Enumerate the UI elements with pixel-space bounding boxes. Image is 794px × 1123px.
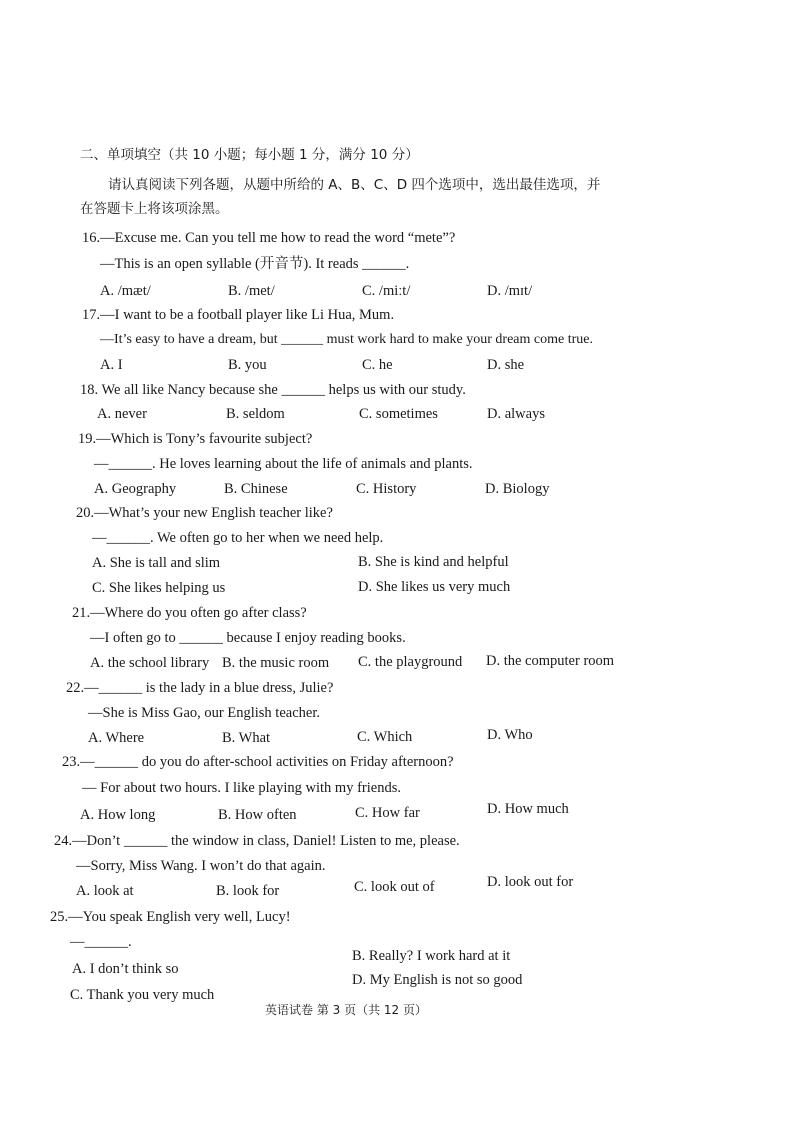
question-17-option-b[interactable]: B. you — [228, 357, 267, 373]
question-18-option-d[interactable]: D. always — [487, 406, 545, 422]
question-25-stem: 25.—You speak English very well, Lucy! — [50, 909, 291, 925]
question-25-option-d[interactable]: D. My English is not so good — [352, 972, 523, 988]
question-24-reply: —Sorry, Miss Wang. I won’t do that again. — [76, 858, 326, 874]
question-21-option-a[interactable]: A. the school library — [90, 655, 210, 671]
question-16-option-b[interactable]: B. /met/ — [228, 283, 275, 299]
question-19-option-a[interactable]: A. Geography — [94, 481, 177, 497]
question-16-reply: —This is an open syllable (开音节). It reads ______. — [100, 256, 410, 272]
question-21-option-c[interactable]: C. the playground — [358, 654, 463, 670]
question-21-reply: —I often go to ______ because I enjoy reading books. — [90, 630, 406, 646]
question-19-option-d[interactable]: D. Biology — [485, 481, 550, 497]
question-24-option-d[interactable]: D. look out for — [487, 874, 574, 890]
page-footer: 英语试卷 第 3 页（共 12 页） — [265, 1003, 427, 1017]
question-20-stem: 20.—What’s your new English teacher like? — [76, 505, 333, 521]
question-23-option-a[interactable]: A. How long — [80, 807, 156, 823]
question-17-option-d[interactable]: D. she — [487, 357, 525, 373]
question-17-option-a[interactable]: A. I — [100, 357, 123, 373]
question-24-stem: 24.—Don’t ______ the window in class, Daniel! Listen to me, please. — [54, 833, 460, 849]
question-20-reply: —______. We often go to her when we need help. — [92, 530, 384, 546]
question-21-stem: 21.—Where do you often go after class? — [72, 605, 307, 621]
question-22-option-c[interactable]: C. Which — [357, 729, 413, 745]
question-19-option-c[interactable]: C. History — [356, 481, 417, 497]
question-25-reply: —______. — [70, 934, 132, 950]
question-23-option-c[interactable]: C. How far — [355, 805, 420, 821]
question-20-option-a[interactable]: A. She is tall and slim — [92, 555, 221, 571]
question-16-option-d[interactable]: D. /mɪt/ — [487, 283, 533, 299]
question-23-stem: 23.—______ do you do after-school activities on Friday afternoon? — [62, 754, 454, 770]
question-19-stem: 19.—Which is Tony’s favourite subject? — [78, 431, 313, 447]
question-20-option-c[interactable]: C. She likes helping us — [92, 580, 226, 596]
question-25-option-c[interactable]: C. Thank you very much — [70, 987, 215, 1003]
instruction-line-1: 请认真阅读下列各题，从题中所给的 A、B、C、D 四个选项中，选出最佳选项，并 — [108, 177, 601, 193]
question-22-stem: 22.—______ is the lady in a blue dress, Julie? — [66, 680, 334, 696]
question-20-option-b[interactable]: B. She is kind and helpful — [358, 554, 509, 570]
instruction-line-2: 在答题卡上将该项涂黑。 — [80, 201, 229, 217]
question-16-option-c[interactable]: C. /miːt/ — [362, 283, 411, 299]
question-18-option-b[interactable]: B. seldom — [226, 406, 285, 422]
question-17-option-c[interactable]: C. he — [362, 357, 393, 373]
question-16-option-a[interactable]: A. /mæt/ — [100, 283, 151, 299]
question-21-option-b[interactable]: B. the music room — [222, 655, 330, 671]
question-17-reply: —It’s easy to have a dream, but ______ must work hard to make your dream come true. — [100, 332, 593, 347]
question-18-option-a[interactable]: A. never — [97, 406, 147, 422]
question-23-option-d[interactable]: D. How much — [487, 801, 569, 817]
question-21-option-d[interactable]: D. the computer room — [486, 653, 615, 669]
question-22-reply: —She is Miss Gao, our English teacher. — [88, 705, 320, 721]
question-23-reply: — For about two hours. I like playing with my friends. — [82, 780, 401, 796]
question-24-option-c[interactable]: C. look out of — [354, 879, 435, 895]
question-18-option-c[interactable]: C. sometimes — [359, 406, 438, 422]
question-18-stem: 18. We all like Nancy because she ______ helps us with our study. — [80, 382, 466, 398]
question-22-option-d[interactable]: D. Who — [487, 727, 533, 743]
question-25-option-a[interactable]: A. I don’t think so — [72, 961, 179, 977]
section-heading: 二、单项填空（共 10 小题；每小题 1 分，满分 10 分） — [80, 147, 419, 163]
question-16-stem: 16.—Excuse me. Can you tell me how to read the word “mete”? — [82, 230, 456, 246]
question-22-option-a[interactable]: A. Where — [88, 730, 145, 746]
question-23-option-b[interactable]: B. How often — [218, 807, 297, 823]
question-25-option-b[interactable]: B. Really? I work hard at it — [352, 948, 511, 964]
question-24-option-b[interactable]: B. look for — [216, 883, 280, 899]
question-20-option-d[interactable]: D. She likes us very much — [358, 579, 511, 595]
question-17-stem: 17.—I want to be a football player like Li Hua, Mum. — [82, 307, 395, 323]
question-24-option-a[interactable]: A. look at — [76, 883, 134, 899]
question-19-reply: —______. He loves learning about the life of animals and plants. — [94, 456, 473, 472]
question-22-option-b[interactable]: B. What — [222, 730, 271, 746]
question-19-option-b[interactable]: B. Chinese — [224, 481, 288, 497]
